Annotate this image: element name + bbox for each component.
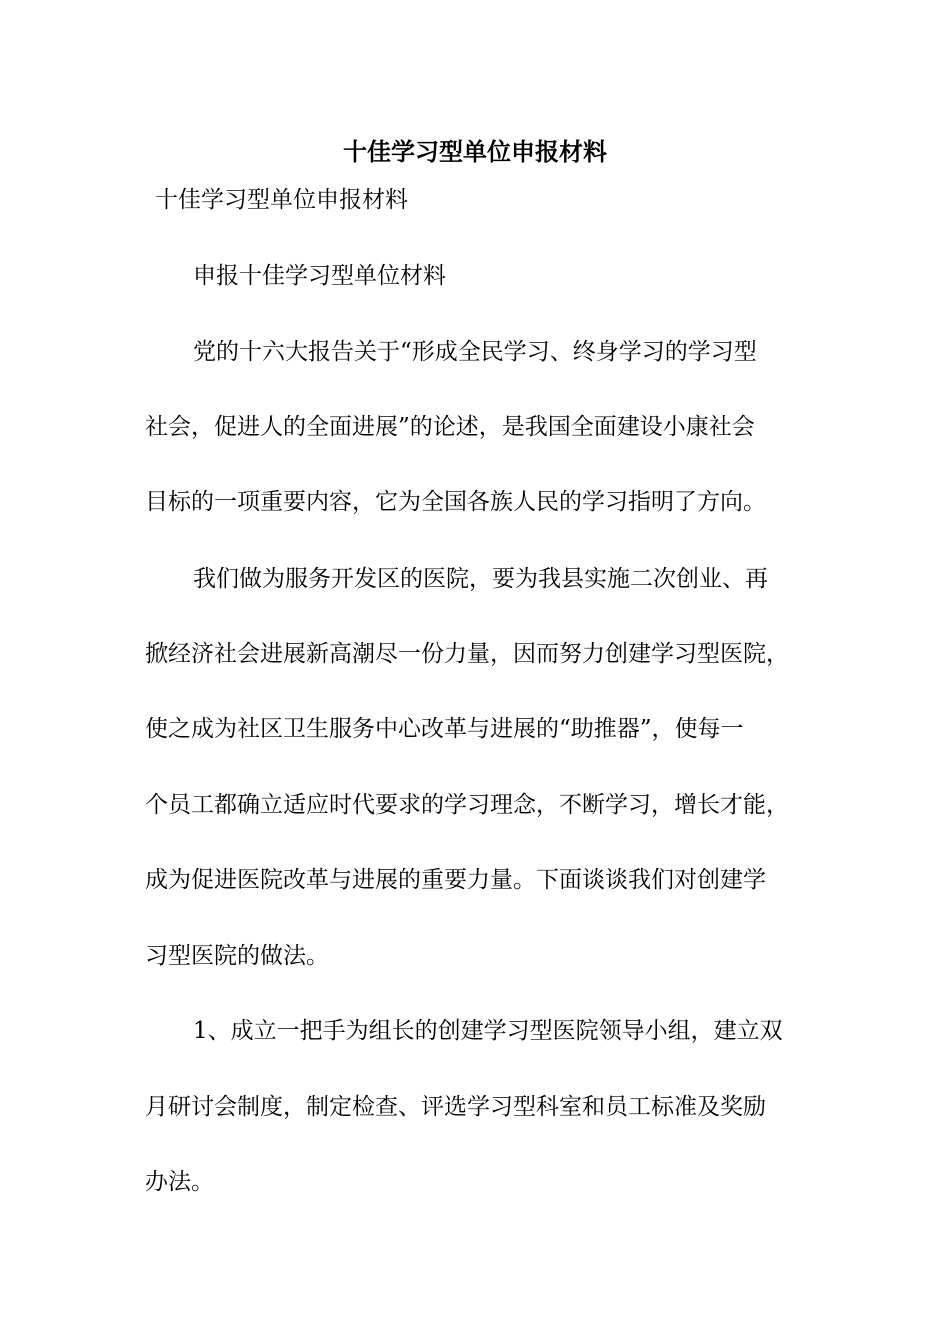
paragraph-1-line-3: 目标的一项重要内容，它为全国各族人民的学习指明了方向。 <box>145 489 766 515</box>
document-subtitle: 十佳学习型单位申报材料 <box>155 187 408 213</box>
section-heading: 申报十佳学习型单位材料 <box>193 263 446 289</box>
document-title: 十佳学习型单位申报材料 <box>343 137 607 166</box>
paragraph-2-line-5: 成为促进医院改革与进展的重要力量。下面谈谈我们对创建学 <box>145 867 766 893</box>
paragraph-1-line-2: 社会，促进人的全面进展”的论述，是我国全面建设小康社会 <box>145 414 755 440</box>
paragraph-2-line-2: 掀经济社会进展新高潮尽一份力量，因而努力创建学习型医院， <box>145 641 789 667</box>
paragraph-3-line-1: 1、成立一把手为组长的创建学习型医院领导小组，建立双 <box>193 1018 783 1044</box>
paragraph-2-line-1: 我们做为服务开发区的医院，要为我县实施二次创业、再 <box>193 566 768 592</box>
paragraph-2-line-4: 个员工都确立适应时代要求的学习理念，不断学习，增长才能， <box>145 792 789 818</box>
paragraph-3-line-2: 月研讨会制度，制定检查、评选学习型科室和员工标准及奖励 <box>145 1094 766 1120</box>
paragraph-2-line-6: 习型医院的做法。 <box>145 943 329 969</box>
paragraph-3-line-3: 办法。 <box>145 1169 214 1195</box>
paragraph-1-line-1: 党的十六大报告关于“形成全民学习、终身学习的学习型 <box>193 339 757 365</box>
paragraph-2-line-3: 使之成为社区卫生服务中心改革与进展的“助推器”，使每一 <box>145 716 744 742</box>
